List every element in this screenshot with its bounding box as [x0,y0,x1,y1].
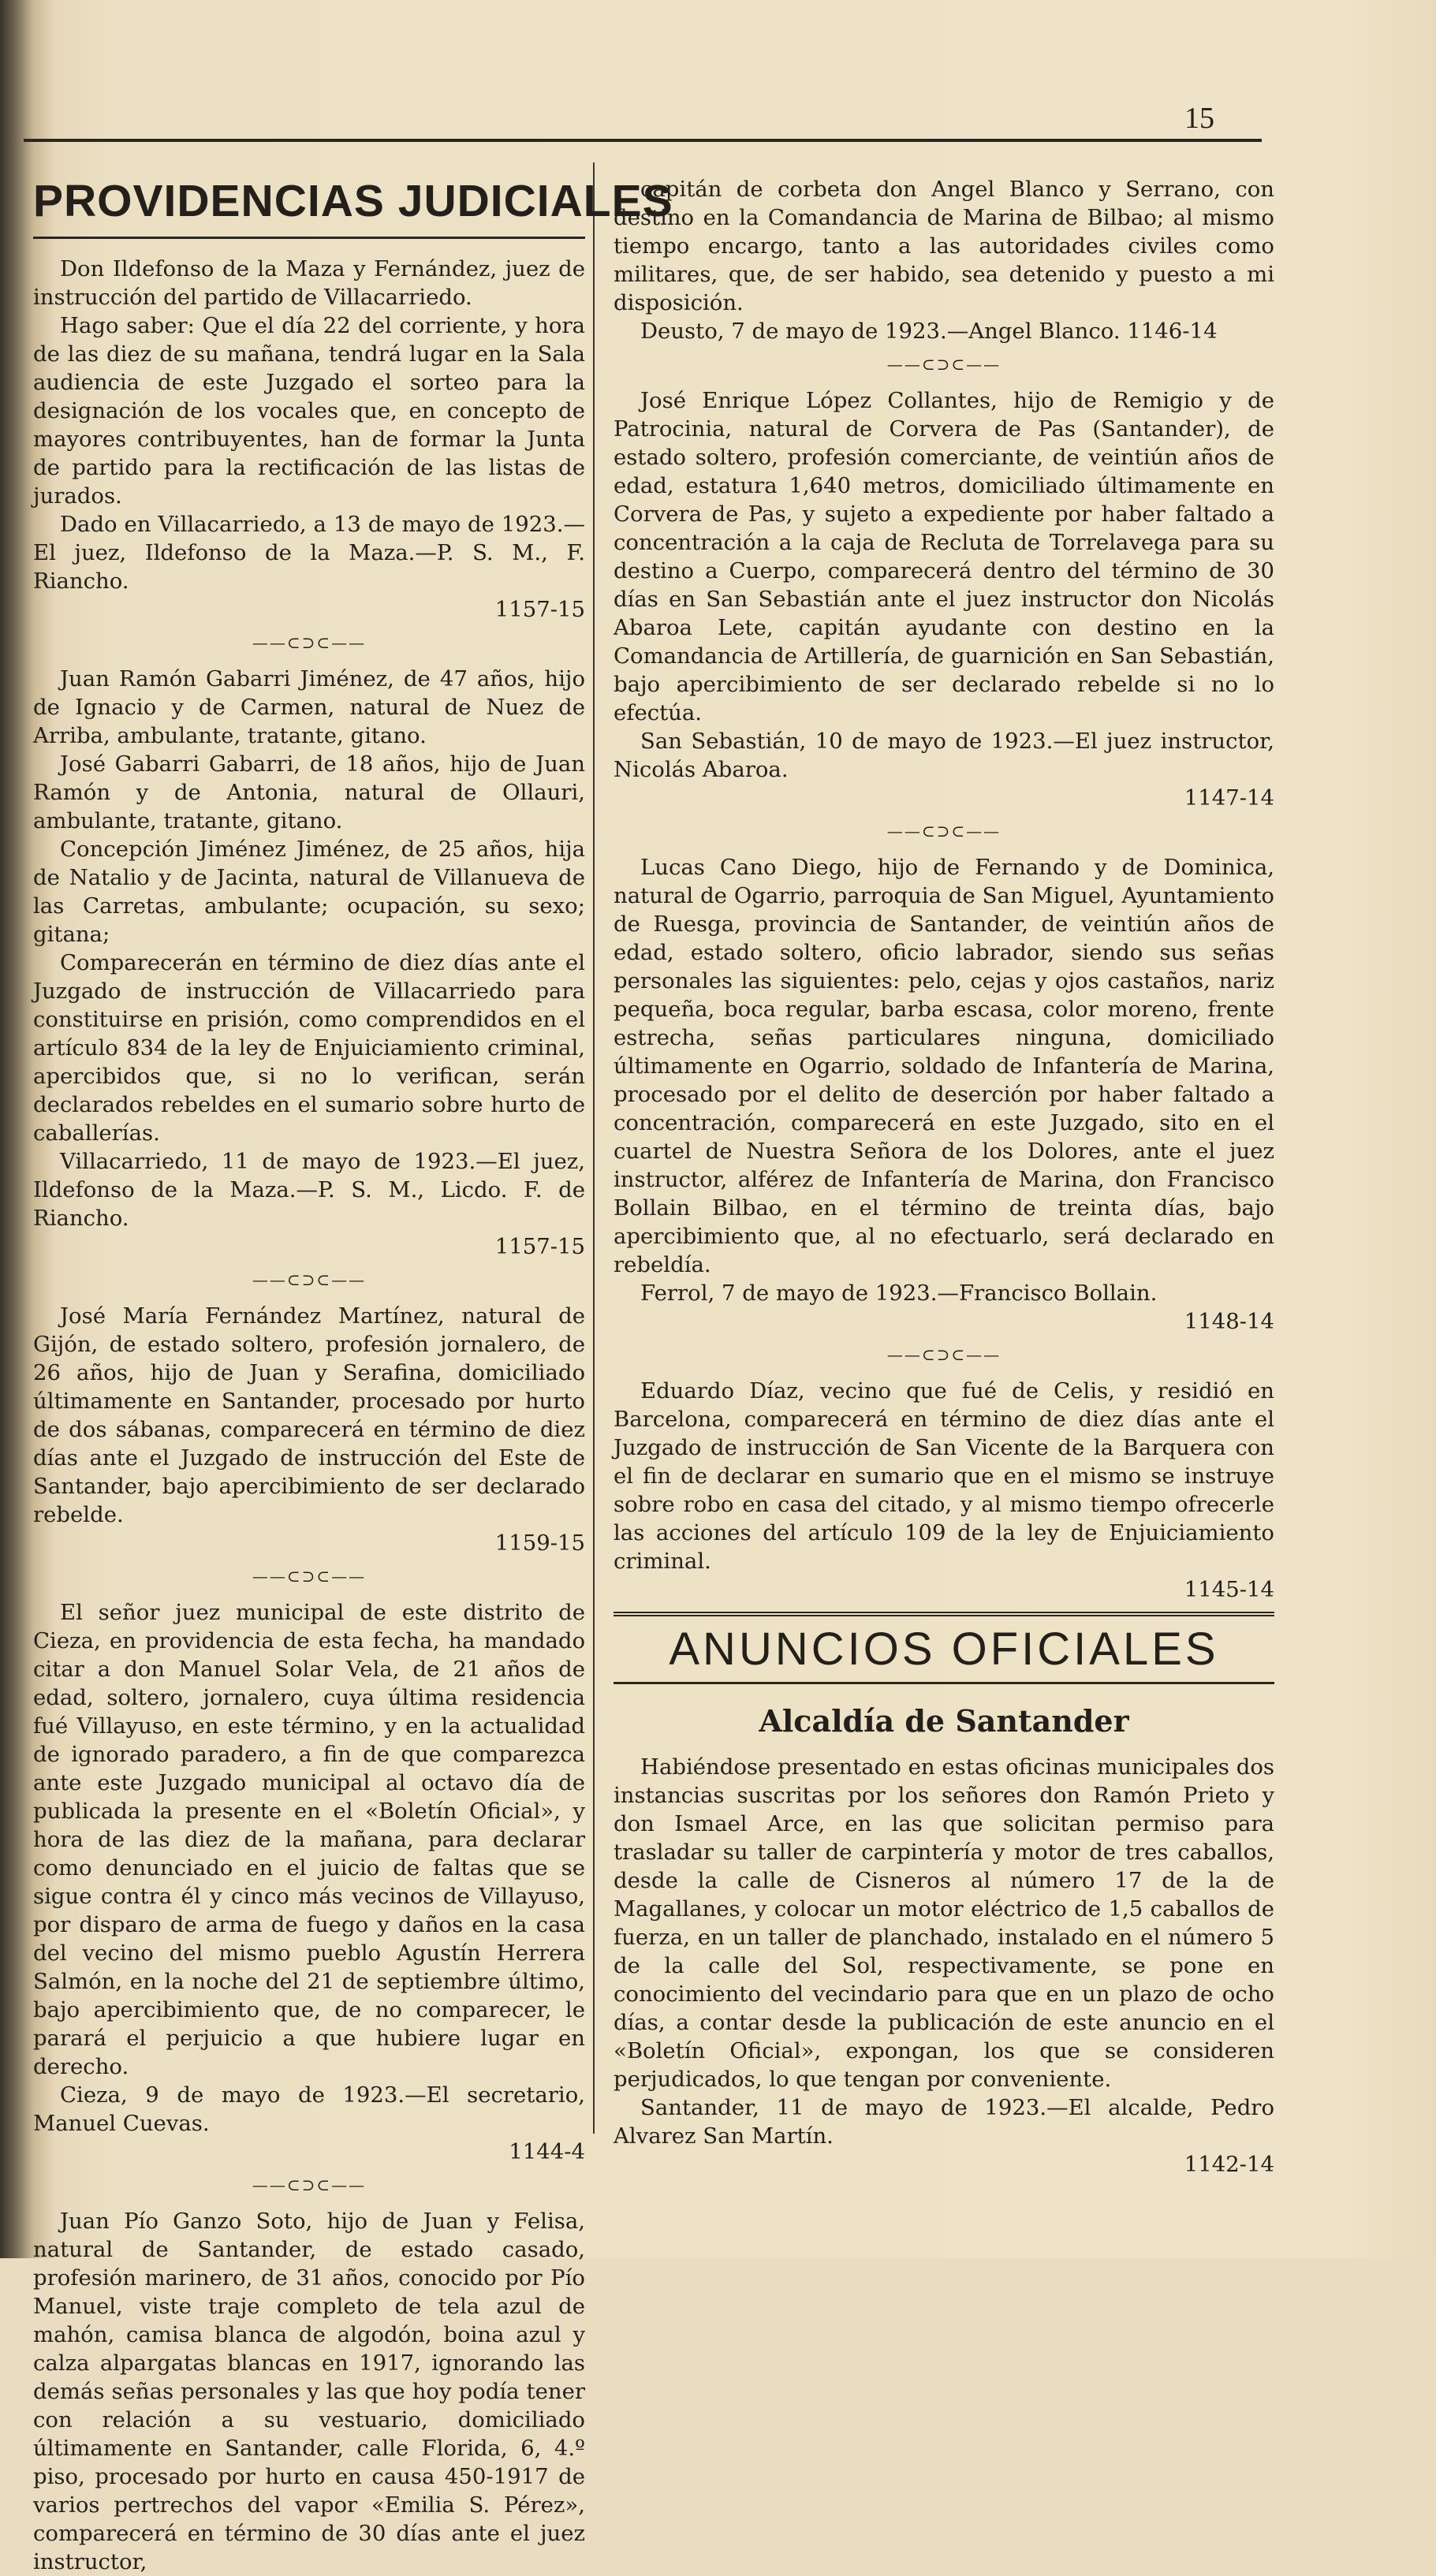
announcement-paragraph: Habiéndose presentado en estas oficinas municipales dos instancias suscritas por los señores don Ramón Prieto y don Ismael Arce, en las que solicitan permiso para trasladar su taller de carpintería y motor de tres caballos, desde la calle de Cisneros al número 17 de la de Magallanes, y colocar un motor eléctrico de 1,5 caballos de fuerza, en un taller de planchado, instalado en el número 5 de la calle del Sol, respectivamente, se pone en conocimiento del vecindario para que en un plazo de ocho días, a contar desde la publicación de este anuncio en el «Boletín Oficial», expongan, los que se consideren perjudicados, lo que tengan por conveniente. [614,1754,1274,2092]
notice-reference: 1157-15 [494,597,585,622]
announcements-title: ANUNCIOS OFICIALES [669,1624,1219,1675]
notice-reference: 1147-14 [1184,785,1274,811]
page-number: 15 [1184,102,1214,135]
notice-entry [33,665,585,1261]
notice-paragraph: Concepción Jiménez Jiménez, de 25 años, hija de Natalio y de Jacinta, natural de Villanueva de las Carretas, ambulante; ocupación, su sexo; gitana; [33,837,585,947]
section-title: PROVIDENCIAS JUDICIALES [33,176,673,226]
notice-entry [614,386,1274,812]
notice-paragraph: Ferrol, 7 de mayo de 1923.—Francisco Bollain. [640,1281,1158,1306]
left-column [33,175,673,2576]
notice-paragraph: Villacarriedo, 11 de mayo de 1923.—El juez, Ildefonso de la Maza.—P. S. M., Licdo. F. de Riancho. [33,1149,585,1231]
announcement-reference: 1142-14 [1184,2152,1274,2177]
notice-entry [33,1598,585,2166]
right-column [614,175,1274,2179]
entry-separator: ——⊂⊃⊂—— [252,2175,367,2194]
notice-reference: 1148-14 [1184,1309,1274,1334]
entry-separator: ——⊂⊃⊂—— [252,633,367,652]
notice-paragraph: José María Fernández Martínez, natural de Gijón, de estado soltero, profesión jornalero, de 26 años, hijo de Juan y Serafina, domiciliado últimamente en Santander, procesado por hurto de dos sábanas, comparecerá en término de diez días ante el Juzgado de instrucción del Este de Santander, bajo apercibimiento de ser declarado rebelde. [33,1303,585,1527]
entry-separator: ——⊂⊃⊂—— [252,1270,367,1289]
column-divider [593,162,595,2134]
notice-paragraph: José Enrique López Collantes, hijo de Remigio y de Patrocinia, natural de Corvera de Pas (Santander), de estado soltero, profesión comerciante, de veintiún años de edad, estatura 1,640 metros, domiciliado últimamente en Corvera de Pas, y sujeto a expediente por haber faltado a concentración a la caja de Recluta de Torrelavega para su destino a Cuerpo, comparecerá dentro del término de 30 días en San Sebastián ante el juez instructor don Nicolás Abaroa Lete, capitán ayudante con destino en la Comandancia de Artillería, de guarnición en San Sebastián, bajo apercibimiento de ser declarado rebelde si no lo efectúa. [614,388,1274,725]
notice-paragraph: Hago saber: Que el día 22 del corriente, y hora de las diez de su mañana, tendrá lugar en la Sala audiencia de este Juzgado el sorteo para la designación de los vocales que, en concepto de mayores contribuyentes, han de formar la Junta de partido para la rectificación de las listas de jurados. [33,313,585,509]
announcement-paragraph: Santander, 11 de mayo de 1923.—El alcalde, Pedro Alvarez San Martín. [614,2095,1274,2149]
notice-paragraph: Deusto, 7 de mayo de 1923.—Angel Blanco. 1146-14 [640,319,1218,344]
section-rule [33,237,585,239]
notice-paragraph: Cieza, 9 de mayo de 1923.—El secretario, Manuel Cuevas. [33,2082,585,2136]
announcement-body [614,1753,1274,2179]
notice-paragraph: Dado en Villacarriedo, a 13 de mayo de 1923.—El juez, Ildefonso de la Maza.—P. S. M., F. Riancho. [33,512,585,594]
notice-paragraph: José Gabarri Gabarri, de 18 años, hijo de Juan Ramón y de Antonia, natural de Ollauri, ambulante, tratante, gitano. [33,751,585,833]
notice-paragraph: El señor juez municipal de este distrito de Cieza, en providencia de esta fecha, ha mandado citar a don Manuel Solar Vela, de 21 años de edad, soltero, jornalero, cuya última residencia fué Villayuso, en este término, y en la actualidad de ignorado paradero, a fin de que comparezca ante este Juzgado municipal al octavo día de publicada la presente en el «Boletín Oficial», y hora de las diez de la mañana, para declarar como denunciado en el juicio de faltas que se sigue contra él y cinco más vecinos de Villayuso, por disparo de arma de fuego y daños en la casa del vecino del mismo pueblo Agustín Herrera Salmón, en la noche del 21 de septiembre último, bajo apercibimiento que, de no comparecer, le parará el perjuicio a que hubiere lugar en derecho. [33,1600,585,2079]
notice-paragraph: Eduardo Díaz, vecino que fué de Celis, y residió en Barcelona, comparecerá en término de diez días ante el Juzgado de instrucción de San Vicente de la Barquera con el fin de declarar en sumario que en el mismo se instruye sobre robo en casa del citado, y al mismo tiempo ofrecerle las acciones del artículo 109 de la ley de Enjuiciamiento criminal. [614,1378,1274,1574]
notice-reference: 1157-15 [494,1234,585,1259]
notice-reference: 1144-4 [509,2139,585,2164]
notice-entry [33,255,585,624]
notice-entry [614,1377,1274,1604]
notice-paragraph: Comparecerán en término de diez días ante el Juzgado de instrucción de Villacarriedo para constituirse en prisión, como comprendidos en el artículo 834 de la ley de Enjuiciamiento criminal, apercibidos que, si no lo verifican, serán declarados rebeldes en el sumario sobre hurto de caballerías. [33,950,585,1146]
notice-paragraph: Lucas Cano Diego, hijo de Fernando y de Dominica, natural de Ogarrio, parroquia de San Miguel, Ayuntamiento de Ruesga, provincia de Santander, de veintiún años de edad, estado soltero, oficio labrador, siendo sus señas personales las siguientes: pelo, cejas y ojos castaños, nariz pequeña, boca regular, barba escasa, color moreno, frente estrecha, señas particulares ninguna, domiciliado últimamente en Ogarrio, soldado de Infantería de Marina, procesado por el delito de deserción por haber faltado a concentración, comparecerá en este Juzgado, sito en el cuartel de Nuestra Señora de los Dolores, ante el juez instructor, alférez de Infantería de Marina, don Francisco Bollain Bilbao, en el término de treinta días, bajo apercibimiento que, al no efectuarlo, será declarado en rebeldía. [614,855,1274,1277]
notice-reference: 1145-14 [1184,1577,1274,1602]
left-entries [33,255,585,2576]
notice-paragraph: capitán de corbeta don Angel Blanco y Serrano, con destino en la Comandancia de Marina de Bilbao; al mismo tiempo encargo, tanto a las autoridades civiles como militares, que, de ser habido, sea detenido y puesto a mi disposición. [614,177,1274,315]
announcements-subtitle: Alcaldía de Santander [759,1703,1129,1739]
notice-entry [614,175,1274,345]
announcements-top-rule [614,1612,1274,1616]
notice-reference: 1159-15 [494,1530,585,1556]
notice-entry [614,853,1274,1336]
announcements-bottom-rule [614,1682,1274,1684]
entry-separator: ——⊂⊃⊂—— [886,355,1001,374]
entry-separator: ——⊂⊃⊂—— [886,1345,1001,1364]
notice-entry [33,1302,585,1557]
entry-separator: ——⊂⊃⊂—— [886,822,1001,841]
notice-paragraph: Juan Ramón Gabarri Jiménez, de 47 años, hijo de Ignacio y de Carmen, natural de Nuez de Arriba, ambulante, tratante, gitano. [33,666,585,748]
header-rule [24,139,1262,142]
notice-paragraph: Don Ildefonso de la Maza y Fernández, juez de instrucción del partido de Villacarriedo. [33,256,585,310]
right-entries [614,175,1274,1604]
entry-separator: ——⊂⊃⊂—— [252,1567,367,1586]
notice-paragraph: San Sebastián, 10 de mayo de 1923.—El juez instructor, Nicolás Abaroa. [614,729,1274,782]
notice-paragraph: Juan Pío Ganzo Soto, hijo de Juan y Felisa, natural de Santander, de estado casado, profesión marinero, de 31 años, conocido por Pío Manuel, viste traje completo de tela azul de mahón, camisa blanca de algodón, boina azul y calza alpargatas blancas en 1917, ignorando las demás señas personales y las que hoy podía tener con relación a su vestuario, domiciliado últimamente en Santander, calle Florida, 6, 4.º piso, procesado por hurto en causa 450-1917 de varios pertrechos del vapor «Emilia S. Pérez», comparecerá en término de 30 días ante el juez instructor, [33,2209,585,2574]
notice-entry [33,2207,585,2576]
